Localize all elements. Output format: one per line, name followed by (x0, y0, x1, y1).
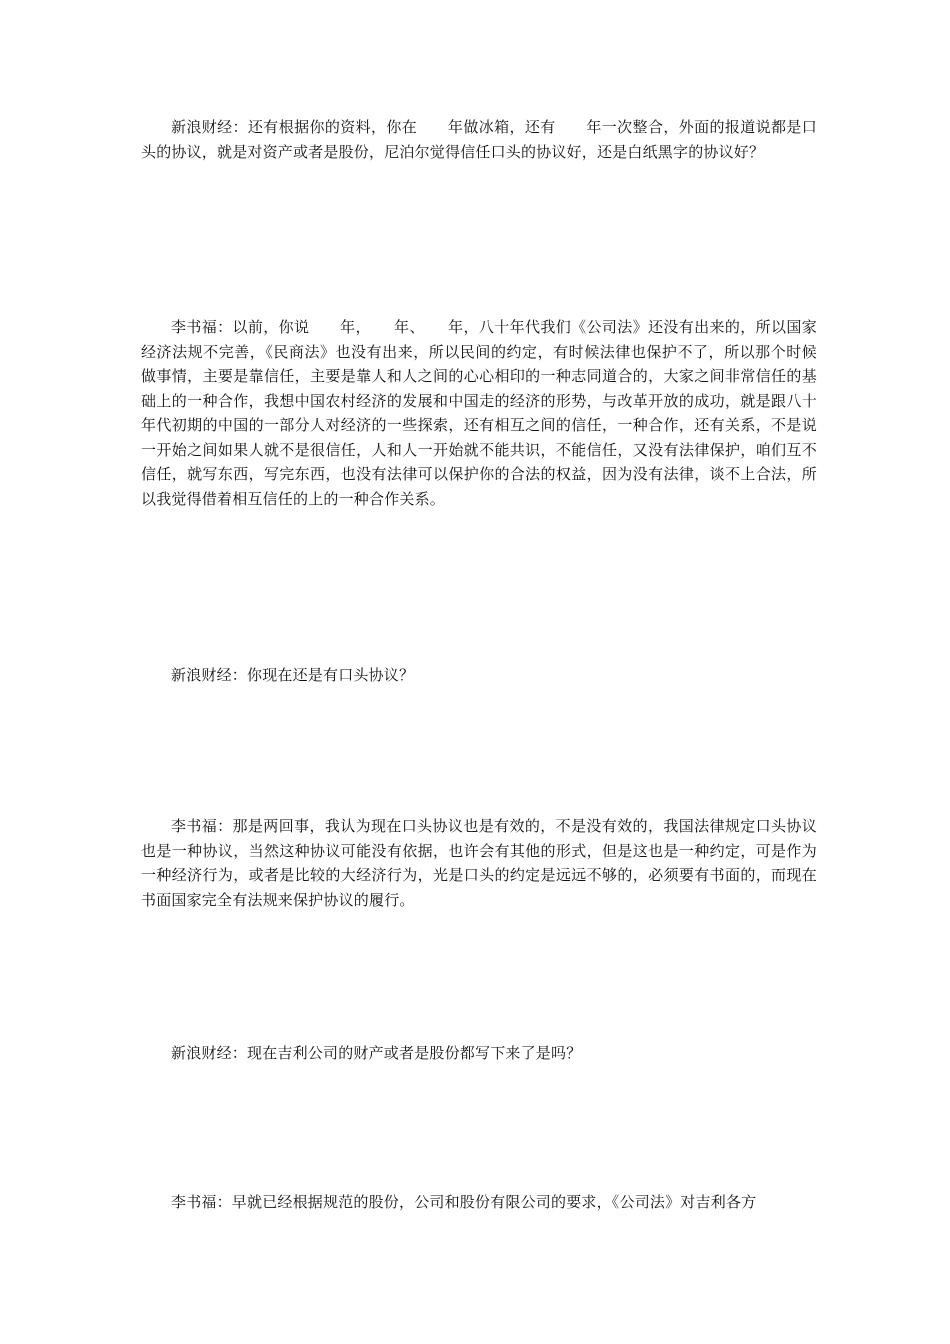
interview-paragraph-question-2: 新浪财经：你现在还是有口头协议？ (171, 666, 415, 684)
interview-paragraph-question-1: 新浪财经：还有根据你的资料，你在 年做冰箱，还有 年一次整合，外面的报道说都是口头的协议，就是对资产或者是股份，尼泊尔觉得信任口头的协议好，还是白纸黑字的协议好？ (141, 118, 817, 161)
interview-paragraph-answer-2: 李书福：那是两回事，我认为现在口头协议也是有效的，不是没有效的，我国法律规定口头协议也是一种协议，当然这种协议可能没有依据，也许会有其他的形式，但是这也是一种约定，可是作为一种经济行为，或者是比较的大经济行为，光是口头的约定是远远不够的，必须要有书面的，而现在书面国家完全有法规来保护协议的履行。 (141, 817, 817, 909)
interview-paragraph-answer-3: 李书福：早就已经根据规范的股份，公司和股份有限公司的要求，《公司法》对吉利各方 (171, 1193, 757, 1211)
interview-paragraph-question-3: 新浪财经：现在吉利公司的财产或者是股份都写下来了是吗？ (171, 1044, 582, 1062)
interview-paragraph-answer-1: 李书福：以前，你说 年， 年、 年，八十年代我们《公司法》还没有出来的，所以国家经济法规不完善，《民商法》也没有出来，所以民间的约定，有时候法律也保护不了，所以那个时候做事情，主要是靠信任，主要是靠人和人之间的心心相印的一种志同道合的，大家之间非常信任的基础上的一种合作，我想中国农村经济的发展和中国走的经济的形势，与改革开放的成功，就是跟八十年代初期的中国的一部分人对经济的一些探索，还有相互之间的信任，一种合作，还有关系，不是说一开始之间如果人就不是很信任，人和人一开始就不能共识，不能信任，又没有法律保护，咱们互不信任，就写东西，写完东西，也没有法律可以保护你的合法的权益，因为没有法律，谈不上合法，所以我觉得借着相互信任的上的一种合作关系。 (141, 318, 817, 508)
